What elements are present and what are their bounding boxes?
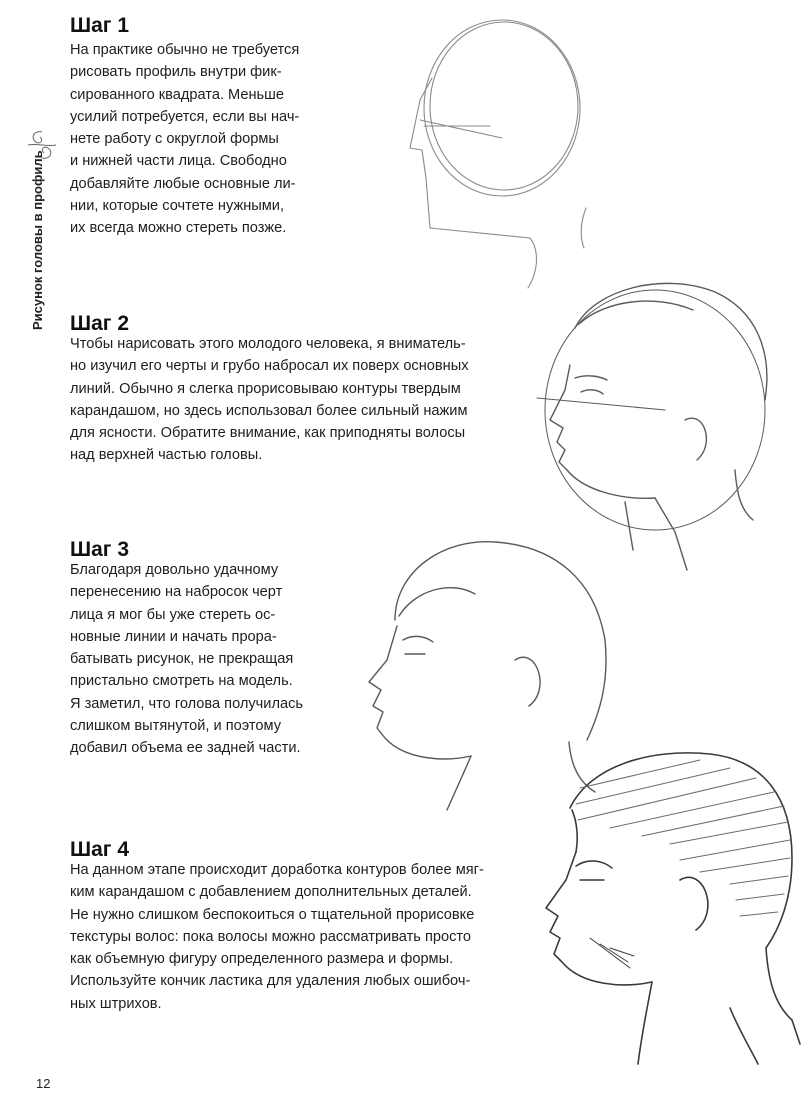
step-1-text: На практике обычно не требуется рисовать профиль внутри фик- сированного квадрата. Меньше усилий потребуется, если вы нач- нете работу с округлой формы и нижней части лица. Свободно добавляйте любые основные ли- нии, которые сочтете нужными, их всегда можно стереть позже.	[70, 42, 300, 237]
step-4-title: Шаг 4	[70, 838, 130, 861]
page-number: 12	[36, 1076, 51, 1091]
sketch-step-4-detailed-head	[530, 748, 805, 1068]
step-2-title: Шаг 2	[70, 312, 130, 335]
step-3-title: Шаг 3	[70, 538, 130, 561]
step-2-text: Чтобы нарисовать этого молодого человека, я вниматель- но изучил его черты и грубо набросал их поверх основных линий. Обычно я слегка прорисовываю контуры твердым карандашом, но здесь использовал более сильный нажим для ясности. Обратите внимание, как приподняты волосы над верхней частью головы.	[70, 336, 469, 464]
step-3-text: Благодаря довольно удачному перенесению на набросок черт лица я мог бы уже стереть ос- новные линии и начать прора- батывать рисунок, не прекращая пристально смотреть на модель. Я заметил, что голова получилась слишком вытянутой, и поэтому добавил объема ее задней части.	[70, 562, 303, 757]
hair-hatching	[576, 760, 790, 916]
step-4-text: На данном этапе происходит доработка контуров более мяг- ким карандашом с добавлением дополнительных деталей. Не нужно слишком беспокоиться о тщательной прорисовке текстуры волос: пока волосы можно рассматривать просто как объемную фигуру определенного размера и формы. Используйте кончик ластика для удаления любых ошибоч- ных штрихов.	[70, 862, 484, 1012]
sketch-step-2-rough-features	[515, 270, 780, 570]
step-1-title: Шаг 1	[70, 14, 130, 37]
sidebar-chapter-title: Рисунок головы в профиль	[30, 150, 45, 330]
sketch-step-1-head-construction	[380, 8, 610, 298]
